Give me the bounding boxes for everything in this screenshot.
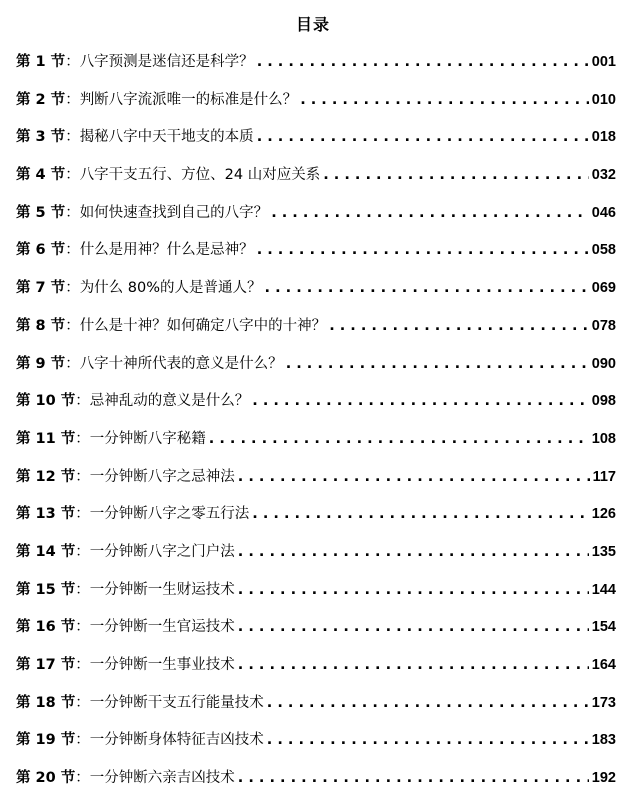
toc-entry-label: 第 12 节	[16, 468, 76, 485]
toc-entry[interactable]	[16, 50, 616, 88]
toc-entry-colon: ：	[75, 506, 90, 523]
toc-entry-label: 第 18 节	[16, 694, 76, 711]
toc-entry-page-number: 183	[591, 732, 616, 749]
toc-dot-leader	[267, 732, 589, 748]
toc-entry[interactable]	[16, 615, 616, 653]
toc-entry-label: 第 3 节	[16, 129, 66, 146]
toc-entry-page-number: 154	[591, 619, 616, 636]
toc-entry-page-number: 173	[591, 694, 616, 711]
toc-entry-label: 第 20 节	[16, 770, 76, 787]
toc-entry-title: 八字预测是迷信还是科学？	[79, 54, 254, 70]
toc-entry-title: 揭秘八字中天干地支的本质	[79, 129, 254, 146]
toc-entry-label: 第 17 节	[16, 657, 76, 673]
toc-entry[interactable]	[16, 88, 616, 126]
toc-entry-label: 第 15 节	[16, 581, 76, 598]
toc-entry[interactable]	[16, 163, 616, 201]
toc-entry[interactable]	[16, 502, 616, 540]
toc-entry-label: 第 10 节	[16, 393, 76, 410]
toc-entry-title: 一分钟断六亲吉凶技术	[89, 770, 235, 787]
toc-dot-leader	[329, 318, 589, 334]
toc-title: 目录	[295, 15, 330, 34]
toc-entry-title: 一分钟断八字之门户法	[89, 543, 235, 560]
toc-entry-label: 第 14 节	[16, 543, 76, 560]
toc-entry-title: 什么是用神？什么是忌神？	[79, 242, 254, 259]
toc-entry[interactable]	[16, 578, 616, 616]
toc-entry-colon: ：	[65, 280, 80, 297]
toc-entry-label: 第 6 节	[16, 242, 66, 259]
toc-entry-title: 为什么 80%的人是普通人？	[79, 280, 262, 297]
toc-entry[interactable]	[16, 352, 616, 390]
toc-entry-page-number: 098	[591, 393, 616, 410]
toc-entry-page-number: 058	[591, 242, 616, 259]
toc-entry-label: 第 2 节	[16, 91, 66, 108]
toc-entry-colon: ：	[75, 393, 90, 410]
toc-entry-page-number: 032	[591, 167, 616, 184]
toc-entry-page-number: 126	[591, 506, 616, 523]
toc-entry[interactable]	[16, 653, 616, 691]
toc-entry-title: 一分钟断八字秘籍	[89, 430, 206, 447]
toc-dot-leader	[271, 205, 589, 221]
toc-dot-leader	[252, 506, 589, 522]
toc-entry[interactable]	[16, 728, 616, 766]
toc-entry-label: 第 9 节	[16, 355, 66, 372]
toc-entry-page-number: 046	[591, 204, 616, 221]
toc-dot-leader	[286, 356, 589, 372]
toc-entry-label: 第 5 节	[16, 204, 66, 221]
toc-entry-title: 判断八字流派唯一的标准是什么？	[79, 91, 298, 108]
toc-dot-leader	[267, 695, 589, 711]
toc-entry-title: 一分钟断一生事业技术	[89, 657, 235, 673]
toc-entry[interactable]	[16, 540, 616, 578]
toc-dot-leader	[265, 280, 589, 296]
toc-entry-title: 一分钟断一生官运技术	[89, 619, 235, 636]
toc-dot-leader	[238, 544, 589, 560]
toc-dot-leader	[323, 167, 589, 183]
toc-entry-label: 第 1 节	[16, 54, 66, 70]
toc-entry-colon: ：	[65, 91, 80, 108]
toc-entry-page-number: 010	[591, 91, 616, 108]
toc-entry-title: 什么是十神？如何确定八字中的十神？	[79, 317, 327, 334]
toc-entry-title: 八字十神所代表的意义是什么？	[79, 355, 283, 372]
toc-entry-page-number: 001	[591, 54, 616, 70]
toc-entry[interactable]	[16, 314, 616, 352]
toc-entry[interactable]	[16, 125, 616, 163]
toc-entry-colon: ：	[65, 242, 80, 259]
toc-entry-colon: ：	[65, 167, 80, 184]
toc-entry-page-number: 069	[591, 280, 616, 297]
toc-entry-title: 一分钟断一生财运技术	[89, 581, 235, 598]
toc-dot-leader	[257, 242, 589, 258]
toc-entry-colon: ：	[75, 430, 90, 447]
toc-dot-leader	[252, 393, 589, 409]
toc-entry-page-number: 117	[592, 468, 616, 485]
toc-dot-leader	[257, 129, 589, 145]
toc-entry-colon: ：	[75, 770, 90, 787]
toc-entry-label: 第 7 节	[16, 280, 66, 297]
toc-dot-leader	[238, 582, 589, 598]
toc-entry-title: 一分钟断身体特征吉凶技术	[89, 732, 264, 749]
toc-entry-colon: ：	[75, 581, 90, 598]
toc-entry-title: 一分钟断八字之零五行法	[89, 506, 250, 523]
toc-entry-label: 第 13 节	[16, 506, 76, 523]
toc-entry[interactable]	[16, 389, 616, 427]
toc-entry-title: 一分钟断干支五行能量技术	[89, 694, 264, 711]
toc-entry[interactable]	[16, 766, 616, 804]
toc-entry-title: 八字干支五行、方位、24 山对应关系	[79, 167, 321, 184]
toc-entry[interactable]	[16, 238, 616, 276]
toc-entry-label: 第 16 节	[16, 619, 76, 636]
toc-dot-leader	[257, 54, 589, 70]
toc-entry-page-number: 018	[591, 129, 616, 146]
toc-entry[interactable]	[16, 465, 616, 503]
toc-entry-colon: ：	[65, 54, 80, 70]
toc-list	[16, 50, 616, 804]
toc-dot-leader	[238, 657, 589, 673]
toc-entry-page-number: 078	[591, 317, 616, 334]
toc-entry-title: 一分钟断八字之忌神法	[89, 468, 235, 485]
toc-entry-colon: ：	[65, 204, 80, 221]
toc-entry-colon: ：	[65, 355, 80, 372]
toc-dot-leader	[209, 431, 589, 447]
toc-entry-colon: ：	[75, 543, 90, 560]
toc-entry[interactable]	[16, 276, 616, 314]
toc-entry-colon: ：	[65, 129, 80, 146]
toc-entry-colon: ：	[65, 317, 80, 334]
toc-entry-label: 第 19 节	[16, 732, 76, 749]
toc-entry-colon: ：	[75, 657, 90, 673]
toc-entry[interactable]	[16, 427, 616, 465]
toc-entry-label: 第 11 节	[16, 430, 76, 447]
toc-entry-page-number: 135	[591, 543, 616, 560]
toc-dot-leader	[238, 619, 589, 635]
toc-dot-leader	[300, 92, 589, 108]
toc-entry-title: 忌神乱动的意义是什么？	[89, 393, 250, 410]
toc-entry-colon: ：	[75, 732, 90, 749]
toc-entry-page-number: 192	[591, 770, 616, 787]
toc-entry-colon: ：	[75, 468, 90, 485]
toc-entry[interactable]	[16, 691, 616, 729]
toc-entry-label: 第 8 节	[16, 317, 66, 334]
toc-entry-page-number: 144	[591, 581, 616, 598]
toc-dot-leader	[238, 770, 589, 786]
toc-entry[interactable]	[16, 201, 616, 239]
toc-entry-colon: ：	[75, 694, 90, 711]
toc-entry-page-number: 090	[591, 355, 616, 372]
toc-entry-page-number: 164	[591, 657, 616, 673]
toc-dot-leader	[238, 469, 590, 485]
toc-entry-title: 如何快速查找到自己的八字？	[79, 204, 269, 221]
toc-entry-colon: ：	[75, 619, 90, 636]
toc-entry-label: 第 4 节	[16, 167, 66, 184]
toc-entry-page-number: 108	[591, 430, 616, 447]
